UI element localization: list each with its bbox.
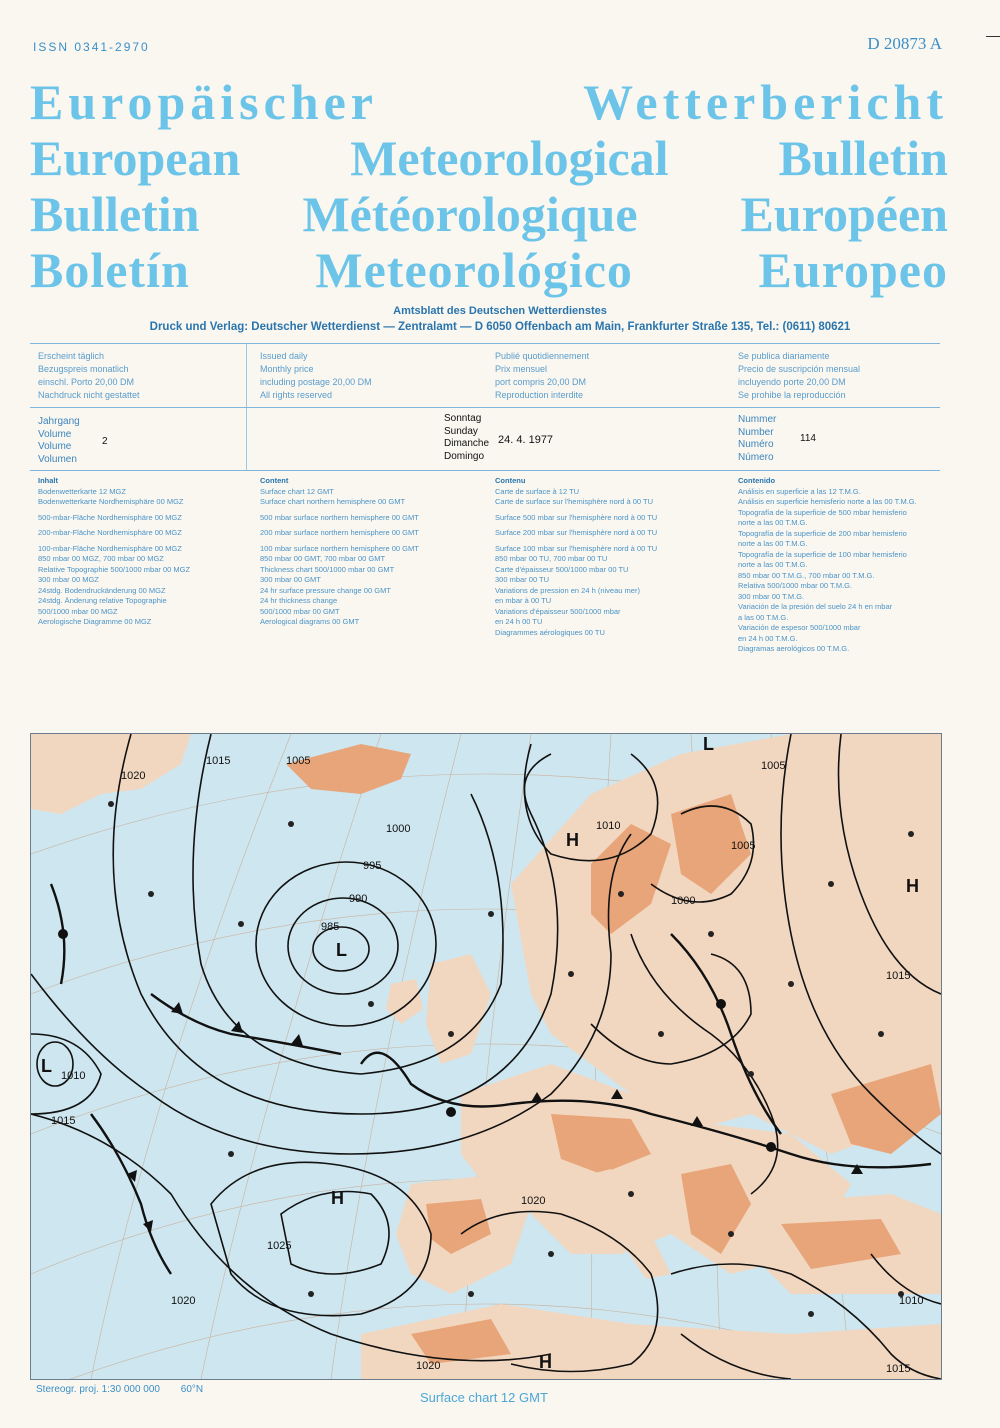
contents-list bbox=[260, 487, 419, 628]
list-item: Relativa 500/1000 mbar 00 T.M.G. bbox=[738, 581, 853, 590]
publication-info-es bbox=[738, 350, 860, 402]
divider bbox=[30, 343, 940, 344]
list-item: Diagramas aerológicos 00 T.M.G. bbox=[738, 644, 850, 653]
isobar-label: 1025 bbox=[267, 1240, 292, 1252]
divider bbox=[30, 407, 940, 408]
list-item: Carte de surface sur l'hemisphère nord à 00 TU bbox=[495, 497, 654, 506]
surface-weather-map bbox=[30, 733, 942, 1380]
isobar-label: 1000 bbox=[386, 823, 411, 835]
publisher-line: Druck und Verlag: Deutscher Wetterdienst — Zentralamt — D 6050 Offenbach am Main, Frankfurter Straße 135, Tel.: (0611) 80621 bbox=[149, 321, 851, 333]
contents-heading: Contenido bbox=[738, 476, 776, 485]
station-marker bbox=[568, 971, 574, 977]
title-word: Bulletin bbox=[30, 186, 200, 242]
official-gazette: Amtsblatt des Deutschen Wetterdienstes bbox=[393, 305, 607, 317]
list-item: Dimanche bbox=[444, 438, 490, 449]
list-item: Publié quotidiennement bbox=[495, 351, 590, 361]
list-item: Erscheint täglich bbox=[38, 351, 105, 361]
volume-value: 2 bbox=[102, 436, 108, 447]
contents-heading: Inhalt bbox=[38, 476, 58, 485]
list-item: 100 mbar surface northern hemisphere 00 GMT bbox=[260, 543, 419, 553]
isobar-label: 1020 bbox=[416, 1360, 441, 1372]
list-item: 24 hr thickness change bbox=[260, 596, 338, 605]
list-item: 24 hr surface pressure change 00 GMT bbox=[260, 585, 391, 595]
station-marker bbox=[238, 921, 244, 927]
contents-en bbox=[260, 476, 419, 628]
title-word: Boletín bbox=[30, 242, 190, 298]
list-item: 200-mbar-Fläche Nordhemisphäre 00 MGZ bbox=[38, 528, 182, 537]
station-marker bbox=[468, 1291, 474, 1297]
edge-mark bbox=[986, 36, 1000, 37]
station-marker bbox=[108, 801, 114, 807]
list-item: Surface 100 mbar sur l'hemisphère nord à 00 TU bbox=[495, 543, 658, 553]
title-word: Bulletin bbox=[778, 130, 948, 186]
list-item: Number bbox=[738, 426, 774, 438]
list-item: Diagrammes aérologiques 00 TU bbox=[495, 627, 605, 637]
list-item: Aerologische Diagramme 00 MGZ bbox=[38, 617, 152, 626]
volume-labels bbox=[38, 416, 80, 466]
list-item: Análisis en superficie hemisferio norte a las 00 T.M.G. bbox=[738, 497, 917, 506]
list-item: 500/1000 mbar 00 GMT bbox=[260, 606, 340, 616]
list-item: Volume bbox=[38, 441, 72, 452]
title-word: Wetterbericht bbox=[583, 74, 948, 130]
list-item: 300 mbar 00 GMT bbox=[260, 575, 321, 584]
list-item: Bezugspreis monatlich bbox=[38, 364, 129, 374]
list-item: Se publica diariamente bbox=[738, 351, 830, 361]
list-item: Surface chart northern hemisphere 00 GMT bbox=[260, 497, 406, 506]
list-item: 100-mbar-Fläche Nordhemisphäre 00 MGZ bbox=[38, 543, 182, 553]
pressure-center-label: H bbox=[566, 830, 579, 850]
station-marker bbox=[548, 1251, 554, 1257]
pressure-center-label: H bbox=[331, 1188, 344, 1208]
contents-es bbox=[738, 476, 917, 655]
list-item: a las 00 T.M.G. bbox=[738, 612, 789, 622]
isobar-label: 1015 bbox=[886, 1363, 911, 1375]
list-item: 300 mbar 00 TU bbox=[495, 575, 550, 584]
list-item: Thickness chart 500/1000 mbar 00 GMT bbox=[260, 564, 395, 574]
station-marker bbox=[658, 1031, 664, 1037]
station-marker bbox=[308, 1291, 314, 1297]
title-word: European bbox=[30, 130, 241, 186]
list-item: Variación de la presión del suelo 24 h en mbar bbox=[738, 602, 893, 611]
list-item: Topografía de la superficie de 500 mbar hemisferio bbox=[738, 507, 907, 517]
list-item: 850 mbar 00 T.M.G., 700 mbar 00 T.M.G. bbox=[738, 570, 875, 580]
list-item: Volumen bbox=[38, 453, 77, 465]
list-item: port compris 20,00 DM bbox=[495, 377, 587, 387]
publication-info-fr bbox=[495, 350, 589, 402]
weekday-labels bbox=[444, 413, 489, 463]
isobar-label: 1000 bbox=[671, 895, 696, 907]
list-item: Se prohibe la reproducción bbox=[738, 390, 846, 400]
list-item: Nachdruck nicht gestattet bbox=[38, 390, 140, 400]
warm-front-semicircle bbox=[766, 1142, 776, 1152]
list-item: Sunday bbox=[444, 425, 478, 437]
list-item: Volume bbox=[38, 428, 72, 440]
list-item: Análisis en superficie a las 12 T.M.G. bbox=[738, 486, 861, 496]
list-item: Monthly price bbox=[260, 364, 314, 374]
title-word: Météorologique bbox=[302, 186, 638, 242]
map-caption: Surface chart 12 GMT bbox=[420, 1390, 548, 1405]
list-item: Nummer bbox=[738, 414, 777, 425]
pressure-center-label: L bbox=[336, 940, 347, 960]
station-marker bbox=[448, 1031, 454, 1037]
list-item: including postage 20,00 DM bbox=[260, 377, 372, 387]
list-item: Jahrgang bbox=[38, 416, 80, 427]
pressure-center-label: L bbox=[41, 1056, 52, 1076]
isobar-label: 1015 bbox=[206, 755, 231, 767]
isobar-label: 990 bbox=[349, 893, 368, 905]
title-english bbox=[30, 130, 948, 186]
list-item: incluyendo porte 20,00 DM bbox=[738, 377, 846, 387]
contents-list bbox=[495, 487, 657, 639]
list-item: 850 mbar 00 GMT, 700 mbar 00 GMT bbox=[260, 554, 386, 563]
title-german bbox=[30, 74, 948, 130]
title-word: Meteorological bbox=[350, 130, 669, 186]
weather-map-svg bbox=[31, 734, 941, 1379]
publication-info-en bbox=[260, 350, 372, 402]
isobar-label: 1005 bbox=[761, 760, 786, 772]
list-item: Surface 500 mbar sur l'hemisphère nord à 00 TU bbox=[495, 512, 658, 522]
isobar-label: 1010 bbox=[596, 820, 621, 832]
list-item: Prix mensuel bbox=[495, 364, 548, 374]
list-item: Carte d'épaisseur 500/1000 mbar 00 TU bbox=[495, 564, 629, 574]
list-item: Número bbox=[738, 451, 774, 463]
isobar-label: 1020 bbox=[171, 1295, 196, 1307]
list-item: Precio de suscripción mensual bbox=[738, 364, 861, 374]
station-marker bbox=[148, 891, 154, 897]
list-item: 300 mbar 00 T.M.G. bbox=[738, 591, 805, 601]
title-french bbox=[30, 186, 948, 242]
list-item: 850 mbar 00 TU, 700 mbar 00 TU bbox=[495, 554, 608, 563]
list-item: norte a las 00 T.M.G. bbox=[738, 518, 808, 527]
warm-front-semicircle bbox=[716, 999, 726, 1009]
station-marker bbox=[748, 1071, 754, 1077]
projection-scale: Stereogr. proj. 1:30 000 000 bbox=[36, 1384, 160, 1395]
list-item: en 24 h 00 TU bbox=[495, 617, 543, 626]
list-item: Bodenwetterkarte 12 MGZ bbox=[38, 486, 126, 496]
station-marker bbox=[728, 1231, 734, 1237]
contents-heading: Contenu bbox=[495, 476, 526, 485]
station-marker bbox=[488, 911, 494, 917]
isobar-label: 1015 bbox=[51, 1115, 76, 1127]
list-item: 500-mbar-Fläche Nordhemisphäre 00 MGZ bbox=[38, 512, 182, 522]
list-item: 500/1000 mbar 00 MGZ bbox=[38, 606, 118, 616]
list-item: Surface chart 12 GMT bbox=[260, 486, 334, 496]
list-item: norte a las 00 T.M.G. bbox=[738, 539, 808, 548]
list-item: All rights reserved bbox=[260, 390, 333, 400]
isobar-label: 1010 bbox=[899, 1295, 924, 1307]
list-item: Sonntag bbox=[444, 413, 482, 424]
isobar-label: 1005 bbox=[286, 755, 311, 767]
station-marker bbox=[908, 831, 914, 837]
list-item: Relative Topographie 500/1000 mbar 00 MGZ bbox=[38, 564, 191, 574]
pressure-center-label: H bbox=[906, 876, 919, 896]
station-marker bbox=[288, 821, 294, 827]
station-marker bbox=[618, 891, 624, 897]
issn: ISSN 0341-2970 bbox=[33, 40, 150, 54]
title-spanish bbox=[30, 242, 948, 298]
list-item: Carte de surface à 12 TU bbox=[495, 486, 580, 496]
list-item: Topografía de la superficie de 200 mbar hemisferio bbox=[738, 528, 907, 538]
map-projection bbox=[36, 1384, 203, 1395]
list-item: Aerological diagrams 00 GMT bbox=[260, 617, 360, 626]
station-marker bbox=[828, 881, 834, 887]
contents-list bbox=[38, 487, 190, 628]
divider bbox=[30, 470, 940, 471]
isobar-label: 1015 bbox=[886, 970, 911, 982]
isobar-label: 1005 bbox=[731, 840, 756, 852]
station-marker bbox=[228, 1151, 234, 1157]
contents-fr bbox=[495, 476, 657, 638]
reference-latitude: 60°N bbox=[180, 1384, 204, 1395]
document-number: D 20873 A bbox=[867, 34, 942, 53]
title-word: Europeo bbox=[758, 242, 948, 298]
title-word: Europäischer bbox=[30, 74, 378, 130]
list-item: Surface 200 mbar sur l'hemisphère nord à 00 TU bbox=[495, 528, 658, 537]
list-item: en 24 h 00 T.M.G. bbox=[738, 633, 798, 643]
contents-de bbox=[38, 476, 190, 628]
list-item: en mbar à 00 TU bbox=[495, 596, 552, 605]
list-item: Domingo bbox=[444, 450, 485, 462]
isobar-label: 1020 bbox=[521, 1195, 546, 1207]
station-marker bbox=[878, 1031, 884, 1037]
list-item: 24stdg. Änderung relative Topographie bbox=[38, 596, 167, 605]
station-marker bbox=[628, 1191, 634, 1197]
list-item: Topografía de la superficie de 100 mbar hemisferio bbox=[738, 549, 907, 559]
list-item: 850 mbar 00 MGZ, 700 mbar 00 MGZ bbox=[38, 554, 164, 563]
list-item: 24stdg. Bodendruckänderung 00 MGZ bbox=[38, 585, 166, 595]
publication-info-de bbox=[38, 350, 140, 402]
list-item: Issued daily bbox=[260, 351, 308, 361]
list-item: Variación de espesor 500/1000 mbar bbox=[738, 623, 861, 632]
list-item: Variations d'épaisseur 500/1000 mbar bbox=[495, 606, 621, 616]
list-item: 300 mbar 00 MGZ bbox=[38, 575, 99, 584]
contents-heading: Content bbox=[260, 476, 289, 485]
issue-number: 114 bbox=[800, 433, 816, 444]
list-item: einschl. Porto 20,00 DM bbox=[38, 377, 135, 387]
warm-front-semicircle bbox=[446, 1107, 456, 1117]
station-marker bbox=[808, 1311, 814, 1317]
isobar-label: 995 bbox=[363, 860, 382, 872]
list-item: norte a las 00 T.M.G. bbox=[738, 560, 808, 569]
list-item: Variations de pression en 24 h (niveau mer) bbox=[495, 585, 640, 595]
station-marker bbox=[708, 931, 714, 937]
issue-date: 24. 4. 1977 bbox=[498, 434, 554, 446]
pressure-center-label: H bbox=[539, 1352, 552, 1372]
isobar-label: 1020 bbox=[121, 770, 146, 782]
warm-front-semicircle bbox=[58, 929, 68, 939]
list-item: Reproduction interdite bbox=[495, 390, 584, 400]
list-item: Numéro bbox=[738, 439, 774, 450]
isobar-label: 1010 bbox=[61, 1070, 86, 1082]
list-item: 500 mbar surface northern hemisphere 00 GMT bbox=[260, 512, 419, 522]
station-marker bbox=[368, 1001, 374, 1007]
contents-list bbox=[738, 487, 917, 655]
station-marker bbox=[788, 981, 794, 987]
pressure-center-label: L bbox=[703, 734, 714, 754]
list-item: Bodenwetterkarte Nordhemisphäre 00 MGZ bbox=[38, 497, 184, 506]
number-labels bbox=[738, 414, 776, 464]
list-item: 200 mbar surface northern hemisphere 00 GMT bbox=[260, 528, 419, 537]
title-word: Européen bbox=[740, 186, 948, 242]
title-word: Meteorológico bbox=[315, 242, 633, 298]
isobar-label: 985 bbox=[321, 921, 340, 933]
